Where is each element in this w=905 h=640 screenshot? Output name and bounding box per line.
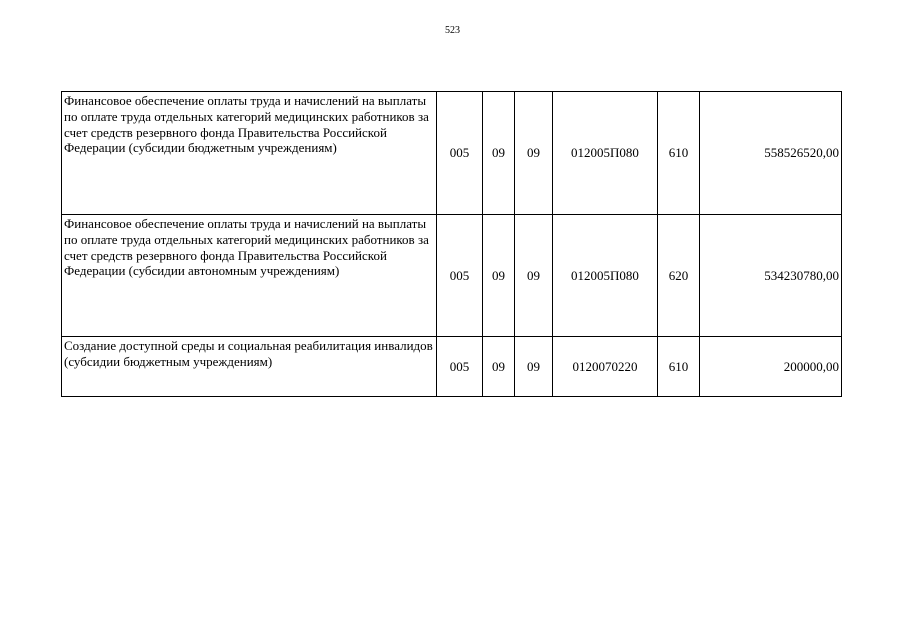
amount-cell: 558526520,00 [700,92,842,215]
amount-cell: 200000,00 [700,337,842,397]
page-number: 523 [445,25,460,36]
subsection-code-cell: 09 [515,215,553,337]
expense-name-cell: Создание доступной среды и социальная реабилитация инвалидов (субсидии бюджетным учреждениям) [62,337,437,397]
ministry-code-cell: 005 [437,92,483,215]
section-code-cell: 09 [483,337,515,397]
amount-cell: 534230780,00 [700,215,842,337]
section-code-cell: 09 [483,92,515,215]
ministry-code-cell: 005 [437,337,483,397]
expense-name-cell: Финансовое обеспечение оплаты труда и начислений на выплаты по оплате труда отдельных категорий медицинских работников за счет средств резервного фонда Правительства Российской Федерации (субсидии автономным учреждениям) [62,215,437,337]
target-article-cell: 012005П080 [553,92,658,215]
target-article-cell: 012005П080 [553,215,658,337]
subsection-code-cell: 09 [515,92,553,215]
target-article-cell: 0120070220 [553,337,658,397]
table-row [62,92,842,215]
expense-type-cell: 610 [658,92,700,215]
budget-table [61,91,842,397]
subsection-code-cell: 09 [515,337,553,397]
expense-name-cell: Финансовое обеспечение оплаты труда и начислений на выплаты по оплате труда отдельных категорий медицинских работников за счет средств резервного фонда Правительства Российской Федерации (субсидии бюджетным учреждениям) [62,92,437,215]
expense-type-cell: 620 [658,215,700,337]
ministry-code-cell: 005 [437,215,483,337]
table-row [62,215,842,337]
table-row [62,337,842,397]
expense-type-cell: 610 [658,337,700,397]
section-code-cell: 09 [483,215,515,337]
